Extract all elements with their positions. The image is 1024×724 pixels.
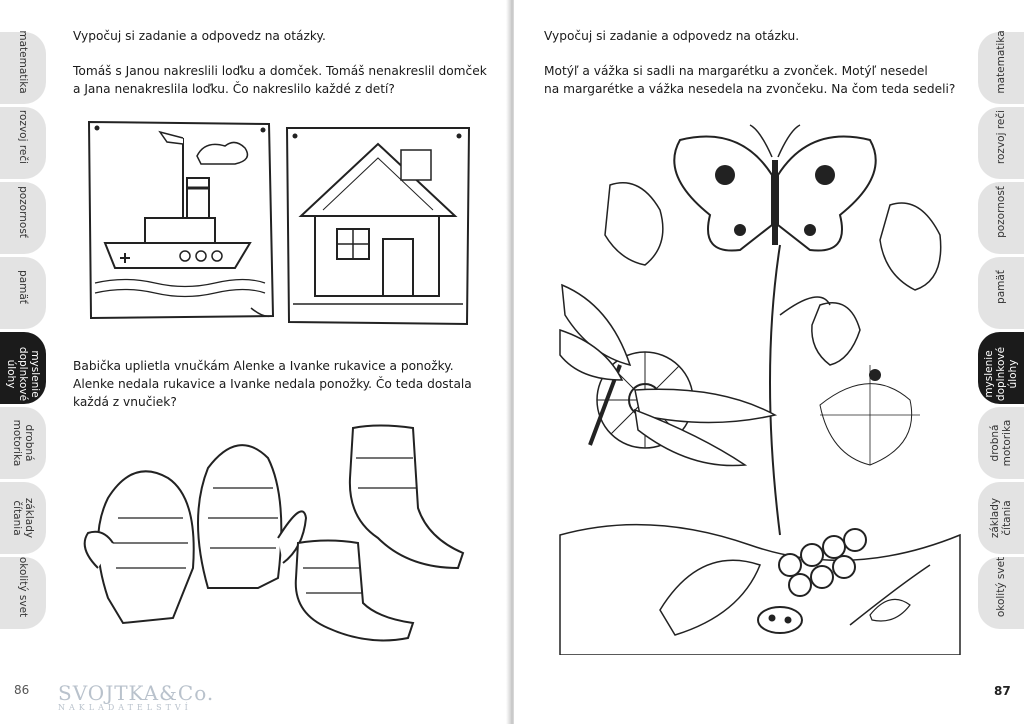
tab-zaklady-citania[interactable]: základy čítania bbox=[0, 482, 46, 554]
tab-pozornost[interactable]: pozornosť bbox=[0, 182, 46, 254]
tab-okolity-svet[interactable]: okolitý svet bbox=[0, 557, 46, 629]
task-boat-house: Tomáš s Janou nakreslili loďku a domček. Tomáš nenakreslil domček a Jana nenakreslila loďku. Čo nakreslilo každé z detí? bbox=[73, 64, 487, 96]
tab-zaklady-citania-right[interactable]: základy čítania bbox=[978, 482, 1024, 554]
tab-myslenie[interactable]: myslenie doplnkové úlohy bbox=[0, 332, 46, 404]
page-number-left: 86 bbox=[14, 683, 30, 697]
publisher-logo[interactable]: SVOJTKA&Co. NAKLADATELSTVÍ bbox=[58, 681, 215, 712]
tab-pamat[interactable]: pamäť bbox=[0, 257, 46, 329]
page-number-right: 87 bbox=[994, 684, 1011, 698]
left-page bbox=[0, 0, 510, 724]
tab-matematika-right[interactable]: matematika bbox=[978, 32, 1024, 104]
left-section-tabs bbox=[0, 32, 46, 632]
instruction-left: Vypočuj si zadanie a odpovedz na otázky. bbox=[73, 29, 326, 43]
tab-pozornost-right[interactable]: pozornosť bbox=[978, 182, 1024, 254]
right-section-tabs bbox=[978, 32, 1024, 632]
tab-drobna-motorika[interactable]: drobná motorika bbox=[0, 407, 46, 479]
boat-drawing-image bbox=[85, 118, 275, 328]
butterfly-dragonfly-flowers-image bbox=[550, 115, 965, 655]
tab-matematika[interactable]: matematika bbox=[0, 32, 46, 104]
tab-pamat-right[interactable]: pamäť bbox=[978, 257, 1024, 329]
tab-myslenie-right[interactable]: myslenie doplnkové úlohy bbox=[978, 332, 1024, 404]
right-page bbox=[514, 0, 1024, 724]
tab-rozvoj-reci-right[interactable]: rozvoj reči bbox=[978, 107, 1024, 179]
tab-okolity-svet-right[interactable]: okolitý svet bbox=[978, 557, 1024, 629]
task-butterfly-dragonfly: Motýľ a vážka si sadli na margarétku a zvonček. Motýľ nesedel na margarétke a vážka nesedela na zvončeku. Na čom teda sedeli? bbox=[544, 64, 956, 96]
tab-rozvoj-reci[interactable]: rozvoj reči bbox=[0, 107, 46, 179]
mittens-socks-image bbox=[78, 418, 468, 648]
task-gloves-socks: Babička uplietla vnučkám Alenke a Ivanke rukavice a ponožky. Alenke nedala rukavice a Ivanke nedala ponožky. Čo teda dostala každá z vnučiek? bbox=[73, 359, 472, 409]
house-drawing-image bbox=[283, 124, 473, 329]
instruction-right: Vypočuj si zadanie a odpovedz na otázku. bbox=[544, 29, 800, 43]
tab-drobna-motorika-right[interactable]: drobná motorika bbox=[978, 407, 1024, 479]
